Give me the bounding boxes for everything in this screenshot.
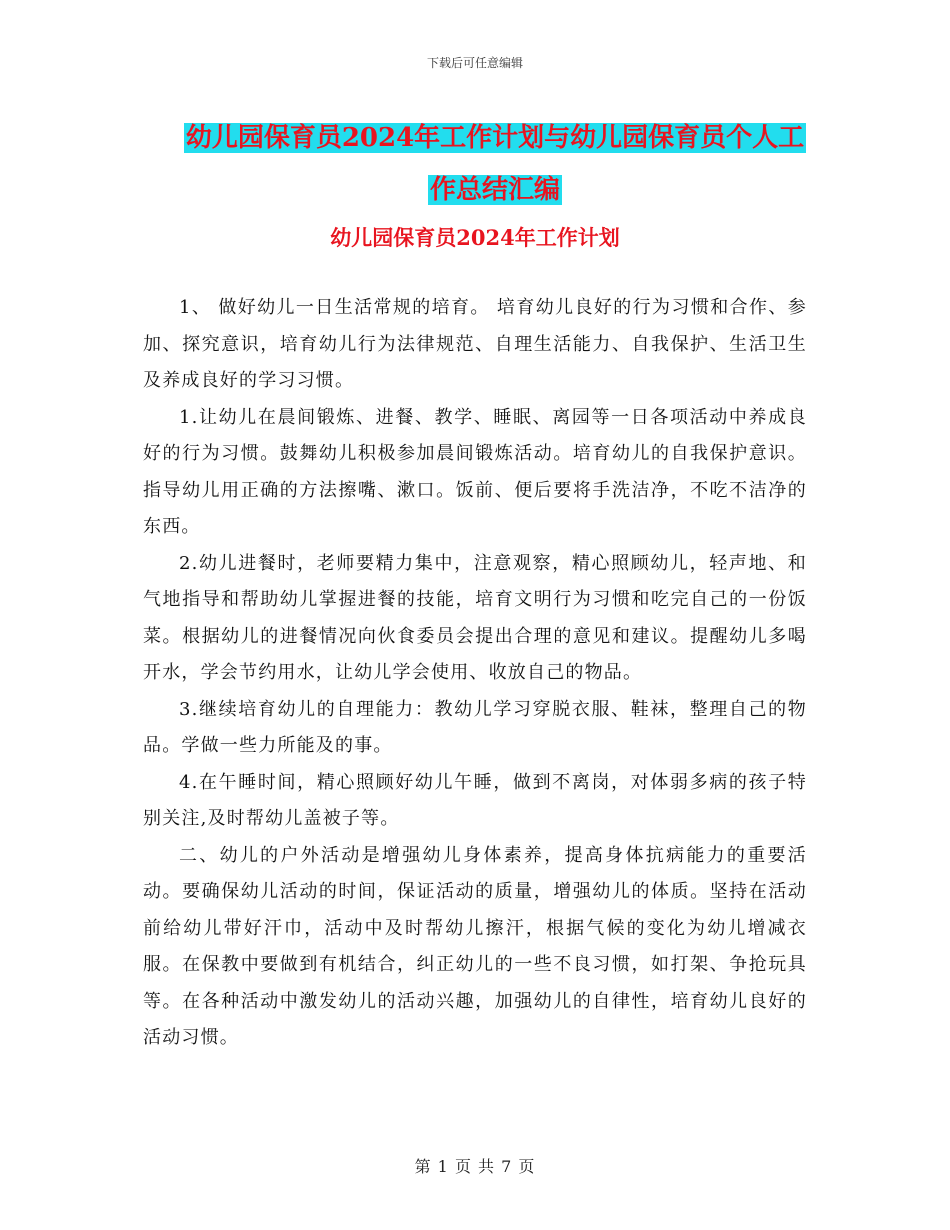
document-title	[140, 112, 850, 216]
paragraph: 2.幼儿进餐时，老师要精力集中，注意观察，精心照顾幼儿，轻声地、和气地指导和帮助幼儿掌握进餐的技能，培育文明行为习惯和吃完自己的一份饭菜。根据幼儿的进餐情况向伙食委员会提出合理的意见和建议。提醒幼儿多喝开水，学会节约用水，让幼儿学会使用、收放自己的物品。	[143, 552, 807, 683]
document-title-line-2: 作总结汇编	[429, 175, 560, 205]
document-body	[143, 290, 807, 1057]
paragraph: 4.在午睡时间，精心照顾好幼儿午睡，做到不离岗，对体弱多病的孩子特别关注,及时帮幼儿盖被子等。	[143, 771, 807, 829]
section-title: 幼儿园保育员2024年工作计划	[330, 225, 620, 250]
paragraph: 3.继续培育幼儿的自理能力：教幼儿学习穿脱衣服、鞋袜，整理自己的物品。学做一些力所能及的事。	[143, 698, 807, 756]
document-title-line-1: 幼儿园保育员2024年工作计划与幼儿园保育员个人工	[185, 123, 805, 153]
paragraph: 1.让幼儿在晨间锻炼、进餐、教学、睡眠、离园等一日各项活动中养成良好的行为习惯。鼓舞幼儿积极参加晨间锻炼活动。培育幼儿的自我保护意识。指导幼儿用正确的方法擦嘴、漱口。饭前、便后要将手洗洁净，不吃不洁净的东西。	[143, 406, 807, 537]
header-note: 下载后可任意编辑	[426, 56, 523, 70]
paragraph: 二、幼儿的户外活动是增强幼儿身体素养，提高身体抗病能力的重要活动。要确保幼儿活动的时间，保证活动的质量，增强幼儿的体质。坚持在活动前给幼儿带好汗巾，活动中及时帮幼儿擦汗，根据气候的变化为幼儿增减衣服。在保教中要做到有机结合，纠正幼儿的一些不良习惯，如打架、争抢玩具等。在各种活动中激发幼儿的活动兴趣，加强幼儿的自律性，培育幼儿良好的活动习惯。	[143, 844, 807, 1048]
page-number: 第 1 页 共 7 页	[414, 1157, 536, 1176]
paragraph: 1、 做好幼儿一日生活常规的培育。 培育幼儿良好的行为习惯和合作、参加、探究意识，培育幼儿行为法律规范、自理生活能力、自我保护、生活卫生及养成良好的学习习惯。	[143, 297, 807, 391]
